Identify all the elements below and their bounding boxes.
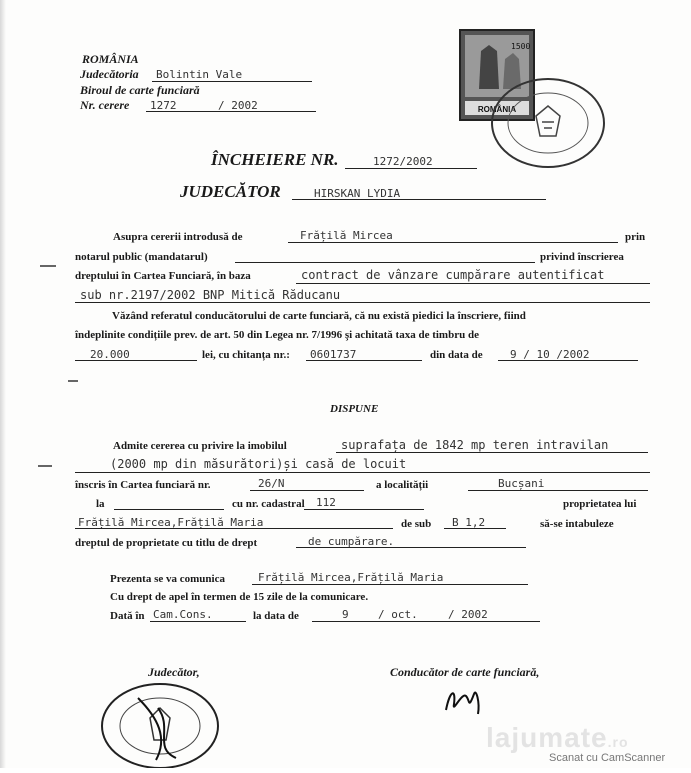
date-given-underline <box>312 621 540 622</box>
p1-b: prin <box>625 231 646 243</box>
year: / 2002 <box>448 608 488 621</box>
p1-c: notarul public (mandatarul) <box>75 251 208 263</box>
property-underline-1 <box>336 452 648 453</box>
p4-b: Cu drept de apel în termen de 15 zile de la comunicare. <box>110 591 369 603</box>
p3-b: înscris în Cartea funciară nr. <box>75 479 211 491</box>
owners: Frățilă Mircea,Frățilă Maria <box>78 516 264 529</box>
registrar-signature <box>440 680 488 720</box>
scanner-watermark: Scanat cu CamScanner <box>549 752 666 764</box>
cadastral-underline <box>304 509 424 510</box>
cf-number: 26/N <box>258 477 285 490</box>
applicant-underline <box>288 242 618 243</box>
la-underline <box>114 509 224 510</box>
watermark-brand-suffix: .ro <box>607 734 629 750</box>
p4-c: Dată în <box>110 610 145 622</box>
header-court-label: Judecătoria <box>80 67 139 81</box>
margin-mark-3 <box>38 465 52 467</box>
owners-underline <box>75 528 393 529</box>
header-request-number: 1272 <box>150 99 177 112</box>
date-underline <box>498 360 638 361</box>
property-line-1: suprafața de 1842 mp teren intravilan <box>341 438 609 452</box>
sub-underline <box>444 528 506 529</box>
title-underline <box>345 168 477 169</box>
property-line-2: (2000 mp din măsurători)și casă de locuit <box>110 457 407 471</box>
title-number: 1272/2002 <box>373 155 433 168</box>
basis-line-2: sub nr.2197/2002 BNP Mitică Răducanu <box>80 288 341 302</box>
communicate-to: Frățilă Mircea,Frățilă Maria <box>258 571 444 584</box>
notary-underline <box>235 262 535 263</box>
p3-d: la <box>96 498 105 510</box>
cf-underline <box>250 490 364 491</box>
property-underline-2 <box>75 472 650 473</box>
court-underline <box>152 81 312 82</box>
watermark-brand-text: lajumate <box>486 722 608 753</box>
p2-c: lei, cu chitanța nr.: <box>202 349 290 361</box>
p4-d: la data de <box>253 610 299 622</box>
request-underline <box>146 111 316 112</box>
p1-d: privind înscrierea <box>540 251 624 263</box>
receipt-underline <box>306 360 422 361</box>
receipt-date: 9 / 10 /2002 <box>510 348 590 361</box>
cadastral: 112 <box>316 496 336 509</box>
judge-seal <box>98 678 222 768</box>
judge-title-label: JUDECĂTOR <box>180 182 281 201</box>
p1-a: Asupra cererii introdusă de <box>113 231 243 243</box>
watermark-brand <box>486 722 629 754</box>
basis-underline-2 <box>75 302 650 303</box>
p2-b: îndeplinite condițiile prev. de art. 50 din Legea nr. 7/1996 şi achitată taxa de timbru de <box>75 329 479 341</box>
basis-underline-1 <box>296 283 650 284</box>
office-seal <box>486 78 606 172</box>
margin-mark <box>40 265 56 267</box>
judge-underline <box>292 199 546 200</box>
applicant: Frățilă Mircea <box>300 229 393 242</box>
p3-e: cu nr. cadastral <box>232 498 305 510</box>
p3-a: Admite cererea cu privire la imobilul <box>113 440 287 452</box>
title-of-right: de cumpărare. <box>308 535 395 548</box>
fee-underline <box>75 360 197 361</box>
header-country: ROMÂNIA <box>82 52 139 66</box>
p3-f: proprietatea lui <box>563 498 637 510</box>
stamp-value: 1500 <box>511 42 531 51</box>
header-court-name: Bolintin Vale <box>156 68 243 81</box>
locality-underline <box>468 490 648 491</box>
p3-i: dreptul de proprietate cu titlu de drept <box>75 537 258 549</box>
p2-a: Văzând referatul conducătorului de carte funciară, că nu există piedici la înscriere, fiind <box>112 310 526 322</box>
p3-g: de sub <box>401 518 432 530</box>
registrar-signature-label: Conducător de carte funciară, <box>390 665 540 679</box>
locality: Bucșani <box>498 477 545 490</box>
judge-name: HIRSKAN LYDIA <box>314 187 401 200</box>
month: / oct. <box>378 608 418 621</box>
fee: 20.000 <box>90 348 130 361</box>
margin-mark-2 <box>68 380 78 382</box>
header-request-label: Nr. cerere <box>80 98 130 112</box>
dispune-heading: DISPUNE <box>330 403 379 415</box>
p3-h: să-se intabuleze <box>540 518 614 530</box>
p3-c: a localității <box>376 479 429 491</box>
header-office: Biroul de carte funciară <box>80 83 200 97</box>
right-underline <box>296 547 526 548</box>
given-in-underline <box>150 621 246 622</box>
communicate-underline <box>252 584 528 585</box>
judge-signature-label: Judecător, <box>148 665 200 679</box>
p4-a: Prezenta se va comunica <box>110 573 225 585</box>
stamp-text: ROMÂNIA <box>477 105 517 114</box>
header-request-year: / 2002 <box>218 99 258 112</box>
day: 9 <box>342 608 349 621</box>
receipt: 0601737 <box>310 348 357 361</box>
sub: B 1,2 <box>452 516 486 529</box>
page-shadow <box>0 0 6 768</box>
given-in: Cam.Cons. <box>153 608 213 621</box>
p1-e: dreptului în Cartea Funciară, în baza <box>75 270 251 282</box>
p2-d: din data de <box>430 349 483 361</box>
basis-line-1: contract de vânzare cumpărare autentificat <box>301 268 605 282</box>
title-label: ÎNCHEIERE NR. <box>211 150 339 169</box>
